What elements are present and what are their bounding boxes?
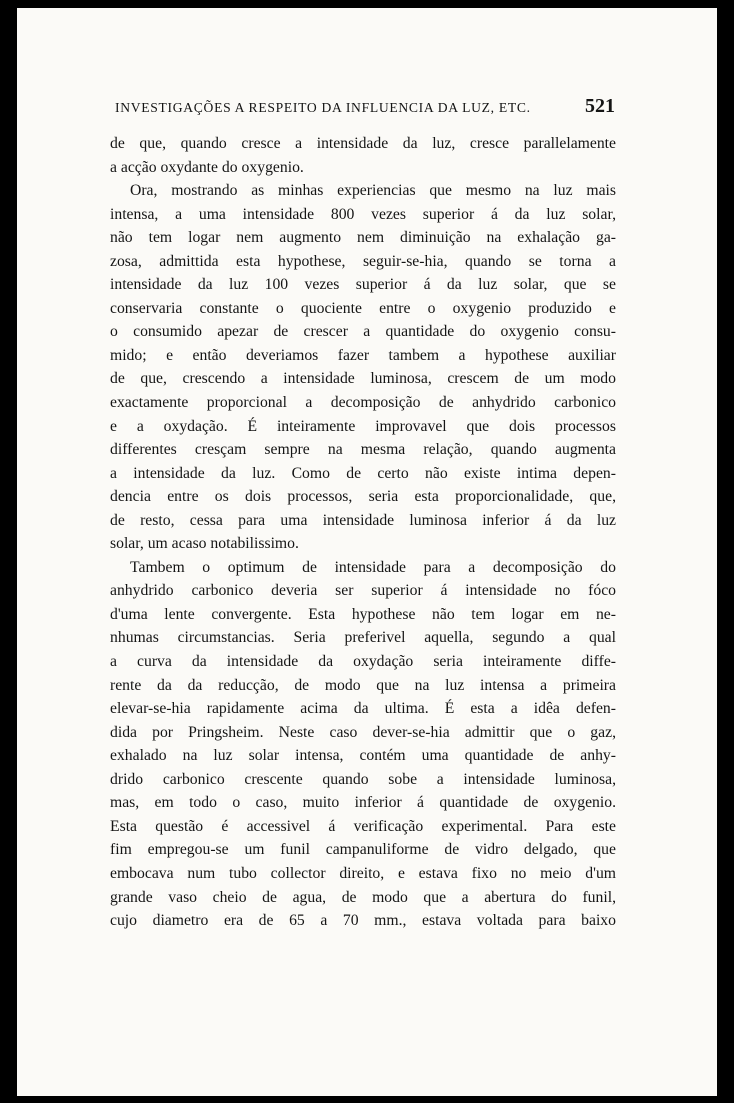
text-line: rente da da reducção, de modo que na luz intensa a primeira	[110, 676, 616, 694]
text-line: de que, crescendo a intensidade luminosa, crescem de um modo	[110, 370, 616, 388]
text-line: zosa, admittida esta hypothese, seguir-se-hia, quando se torna a	[110, 252, 616, 270]
page-number: 521	[585, 95, 615, 117]
text-line: intensa, a uma intensidade 800 vezes superior á da luz solar,	[110, 205, 616, 223]
running-header	[115, 95, 617, 119]
text-line: não tem logar nem augmento nem diminuição na exhalação ga-	[110, 229, 616, 247]
text-line: exhalado na luz solar intensa, contém uma quantidade de anhy-	[110, 747, 616, 765]
text-line: dida por Pringsheim. Neste caso dever-se-hia admittir que o gaz,	[110, 723, 616, 741]
text-line: elevar-se-hia rapidamente acima da ultima. É esta a idêa defen-	[110, 700, 616, 718]
text-line: mido; e então deveriamos fazer tambem a hypothese auxiliar	[110, 346, 616, 364]
text-line: solar, um acaso notabilissimo.	[110, 535, 299, 553]
book-page	[17, 8, 717, 1096]
text-line: drido carbonico crescente quando sobe a intensidade luminosa,	[110, 770, 616, 788]
text-line: a curva da intensidade da oxydação seria inteiramente diffe-	[110, 653, 616, 671]
text-line: cujo diametro era de 65 a 70 mm., estava voltada para baixo	[110, 912, 616, 930]
text-line: nhumas circumstancias. Seria preferivel aquella, segundo a qual	[110, 629, 616, 647]
text-line: e a oxydação. É inteiramente improvavel que dois processos	[110, 417, 616, 435]
text-line: de resto, cessa para uma intensidade luminosa inferior á da luz	[110, 511, 616, 529]
text-line: Ora, mostrando as minhas experiencias que mesmo na luz mais	[130, 182, 616, 200]
text-line: a acção oxydante do oxygenio.	[110, 158, 304, 176]
text-line: d'uma lente convergente. Esta hypothese não tem logar em ne-	[110, 605, 616, 623]
text-line: anhydrido carbonico deveria ser superior á intensidade no fóco	[110, 582, 616, 600]
running-title: INVESTIGAÇÕES A RESPEITO DA INFLUENCIA DA LUZ, ETC.	[115, 100, 531, 115]
text-line: mas, em todo o caso, muito inferior á quantidade de oxygenio.	[110, 794, 616, 812]
text-line: o consumido apezar de crescer a quantidade do oxygenio consu-	[110, 323, 616, 341]
text-line: differentes cresçam sempre na mesma relação, quando augmenta	[110, 441, 616, 459]
body-text	[110, 132, 616, 933]
text-line: dencia entre os dois processos, seria esta proporcionalidade, que,	[110, 488, 616, 506]
text-line: grande vaso cheio de agua, de modo que a abertura do funil,	[110, 888, 616, 906]
text-line: Esta questão é accessivel á verificação experimental. Para este	[110, 817, 616, 835]
text-line: intensidade da luz 100 vezes superior á da luz solar, que se	[110, 276, 616, 294]
text-line: a intensidade da luz. Como de certo não existe intima depen-	[110, 464, 616, 482]
text-line: fim empregou-se um funil campanuliforme de vidro delgado, que	[110, 841, 616, 859]
text-line: exactamente proporcional a decomposição de anhydrido carbonico	[110, 394, 616, 412]
text-line: Tambem o optimum de intensidade para a decomposição do	[130, 558, 616, 576]
text-line: de que, quando cresce a intensidade da luz, cresce parallelamente	[110, 135, 616, 152]
text-line: conservaria constante o quociente entre o oxygenio produzido e	[110, 299, 616, 317]
text-line: embocava num tubo collector direito, e estava fixo no meio d'um	[110, 864, 616, 882]
